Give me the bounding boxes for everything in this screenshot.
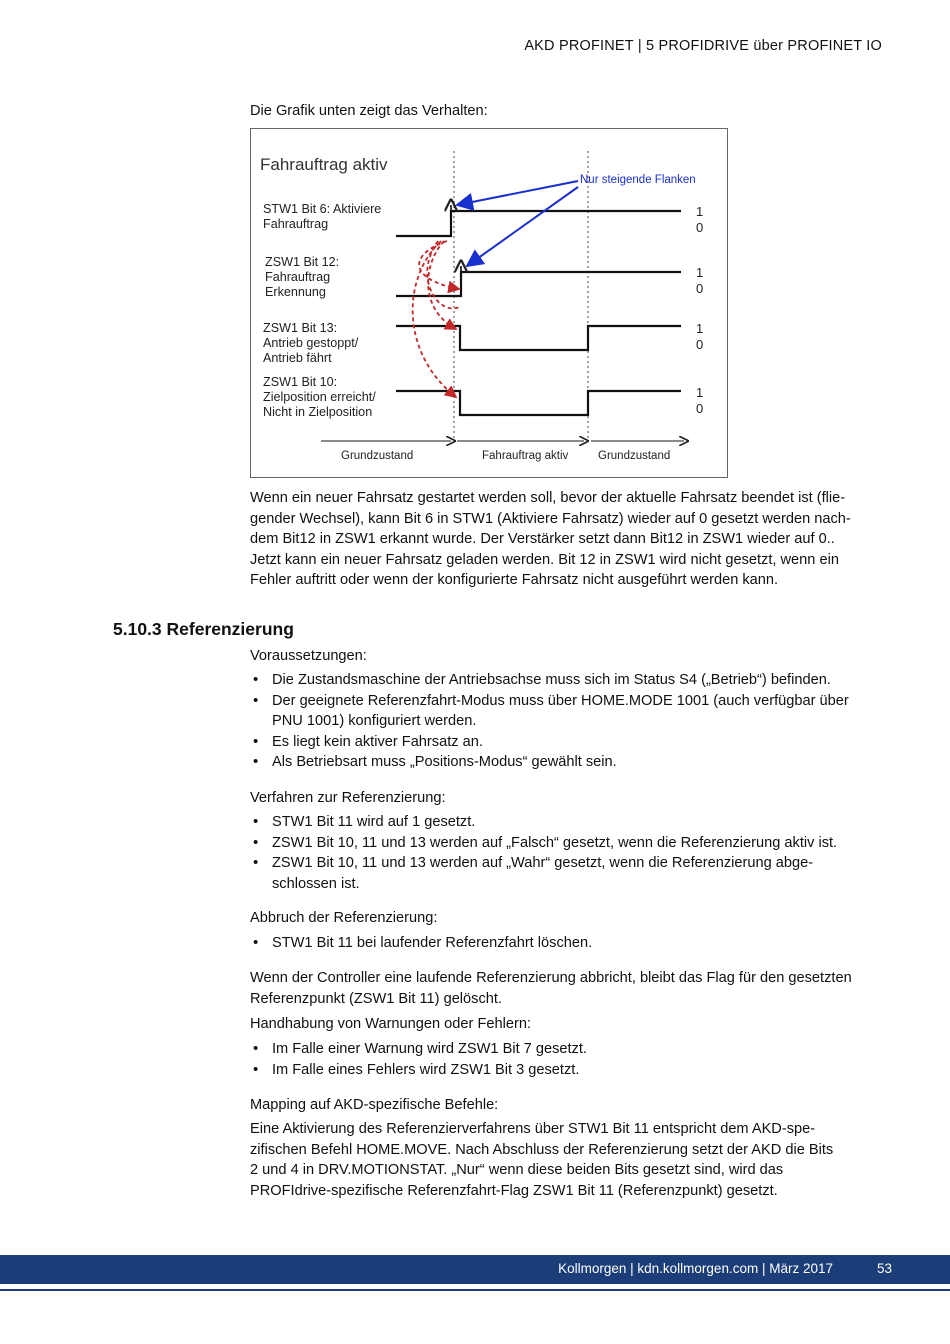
level-low-4: 0: [696, 401, 704, 416]
level-high-1: 1: [696, 204, 704, 219]
warn-heading: Handhabung von Warnungen oder Fehlern:: [250, 1016, 531, 1032]
footer-rule: [0, 1289, 950, 1291]
list-item: • ZSW1 Bit 10, 11 und 13 werden auf „Wahr“ gesetzt, wenn die Referenzierung abge- schlossen ist.: [250, 853, 890, 894]
figure-annotation: Nur steigende Flanken: [580, 174, 696, 186]
level-low-2: 0: [696, 281, 704, 296]
signal-zsw1-bit10: [396, 391, 681, 415]
procedure-heading: Verfahren zur Referenzierung:: [250, 790, 446, 806]
list-item: • Die Zustandsmaschine der Antriebsachse muss sich im Status S4 („Betrieb“) befinden.: [250, 670, 890, 691]
abort-list: [250, 933, 890, 954]
signal-label-2: ZSW1 Bit 12: Fahrauftrag Erkennung: [265, 255, 340, 299]
page-number: 53: [876, 1261, 892, 1276]
figure-title: Fahrauftrag aktiv: [260, 155, 388, 174]
signal-label-3: ZSW1 Bit 13: Antrieb gestoppt/ Antrieb fährt: [263, 321, 359, 365]
phase-label-2: Fahrauftrag aktiv: [482, 450, 569, 462]
list-item: • ZSW1 Bit 10, 11 und 13 werden auf „Falsch“ gesetzt, wenn die Referenzierung aktiv ist.: [250, 833, 890, 854]
procedure-list: [250, 812, 890, 894]
signal-zsw1-bit13: [396, 326, 681, 350]
warn-list: [250, 1039, 890, 1080]
intro-text: Die Grafik unten zeigt das Verhalten:: [250, 103, 488, 119]
list-item: • STW1 Bit 11 wird auf 1 gesetzt.: [250, 812, 890, 833]
list-item: • Als Betriebsart muss „Positions-Modus“ gewählt sein.: [250, 752, 890, 773]
level-high-3: 1: [696, 321, 704, 336]
signal-label-4: ZSW1 Bit 10: Zielposition erreicht/ Nicht in Zielposition: [263, 375, 376, 419]
annotation-arrow-1: [457, 181, 578, 205]
paragraph-mapping: Eine Aktivierung des Referenzierverfahrens über STW1 Bit 11 entspricht dem AKD-spe- zifischen Befehl HOME.MOVE. Nach Abschluss der Referenzierung setzt der AKD die Bits 2 und 4 in DRV.MOTIONSTAT. „Nur“ wenn diese beiden Bits gesetzt sind, wird das PROFIdrive-spezifische Referenzfahrt-Flag ZSW1 Bit 11 (Referenzpunkt) gesetzt.: [250, 1121, 834, 1199]
level-low-1: 0: [696, 220, 704, 235]
abort-heading: Abbruch der Referenzierung:: [250, 910, 438, 926]
list-item: • Es liegt kein aktiver Fahrsatz an.: [250, 732, 890, 753]
page-footer: [0, 1255, 950, 1284]
prereq-list: [250, 670, 890, 773]
footer-text: Kollmorgen | kdn.kollmorgen.com | März 2017: [558, 1261, 833, 1276]
causality-arrow-4: [427, 241, 461, 309]
prereq-heading: Voraussetzungen:: [250, 648, 367, 664]
signal-zsw1-bit12: [396, 272, 681, 296]
phase-label-3: Grundzustand: [598, 450, 671, 462]
timing-diagram: [250, 128, 728, 478]
list-item: • Im Falle eines Fehlers wird ZSW1 Bit 3 gesetzt.: [250, 1060, 890, 1081]
list-item: • Im Falle einer Warnung wird ZSW1 Bit 7 gesetzt.: [250, 1039, 890, 1060]
paragraph-abort-flag: Wenn der Controller eine laufende Referenzierung abbricht, bleibt das Flag für den gesetzten Referenzpunkt (ZSW1 Bit 11) gelöscht.: [250, 970, 852, 1007]
section-title: 5.10.3 Referenzierung: [113, 619, 294, 639]
signal-label-1: STW1 Bit 6: Aktiviere Fahrauftrag: [263, 202, 382, 231]
page-header: AKD PROFINET | 5 PROFIDRIVE über PROFINET IO: [524, 38, 882, 54]
level-high-2: 1: [696, 265, 704, 280]
paragraph-flying-change: Wenn ein neuer Fahrsatz gestartet werden soll, bevor der aktuelle Fahrsatz beendet ist (flie- gender Wechsel), kann Bit 6 in STW1 (Aktiviere Fahrsatz) wieder auf 0 gesetzt werden nach- dem Bit12 in ZSW1 erkannt wurde. Der Verstärker setzt dann Bit12 in ZSW1 wieder auf 0.. Jetzt kann ein neuer Fahrsatz geladen werden. Bit 12 in ZSW1 wird nicht gesetzt, wenn ein Fehler auftritt oder wenn der konfigurierte Fahrsatz nicht ausgeführt werden kann.: [250, 490, 851, 588]
phase-label-1: Grundzustand: [341, 450, 414, 462]
mapping-heading: Mapping auf AKD-spezifische Befehle:: [250, 1097, 499, 1113]
level-low-3: 0: [696, 337, 704, 352]
level-high-4: 1: [696, 385, 704, 400]
list-item: • STW1 Bit 11 bei laufender Referenzfahrt löschen.: [250, 933, 890, 954]
list-item: • Der geeignete Referenzfahrt-Modus muss über HOME.MODE 1001 (auch verfügbar über PNU 1001) konfiguriert werden.: [250, 691, 890, 732]
